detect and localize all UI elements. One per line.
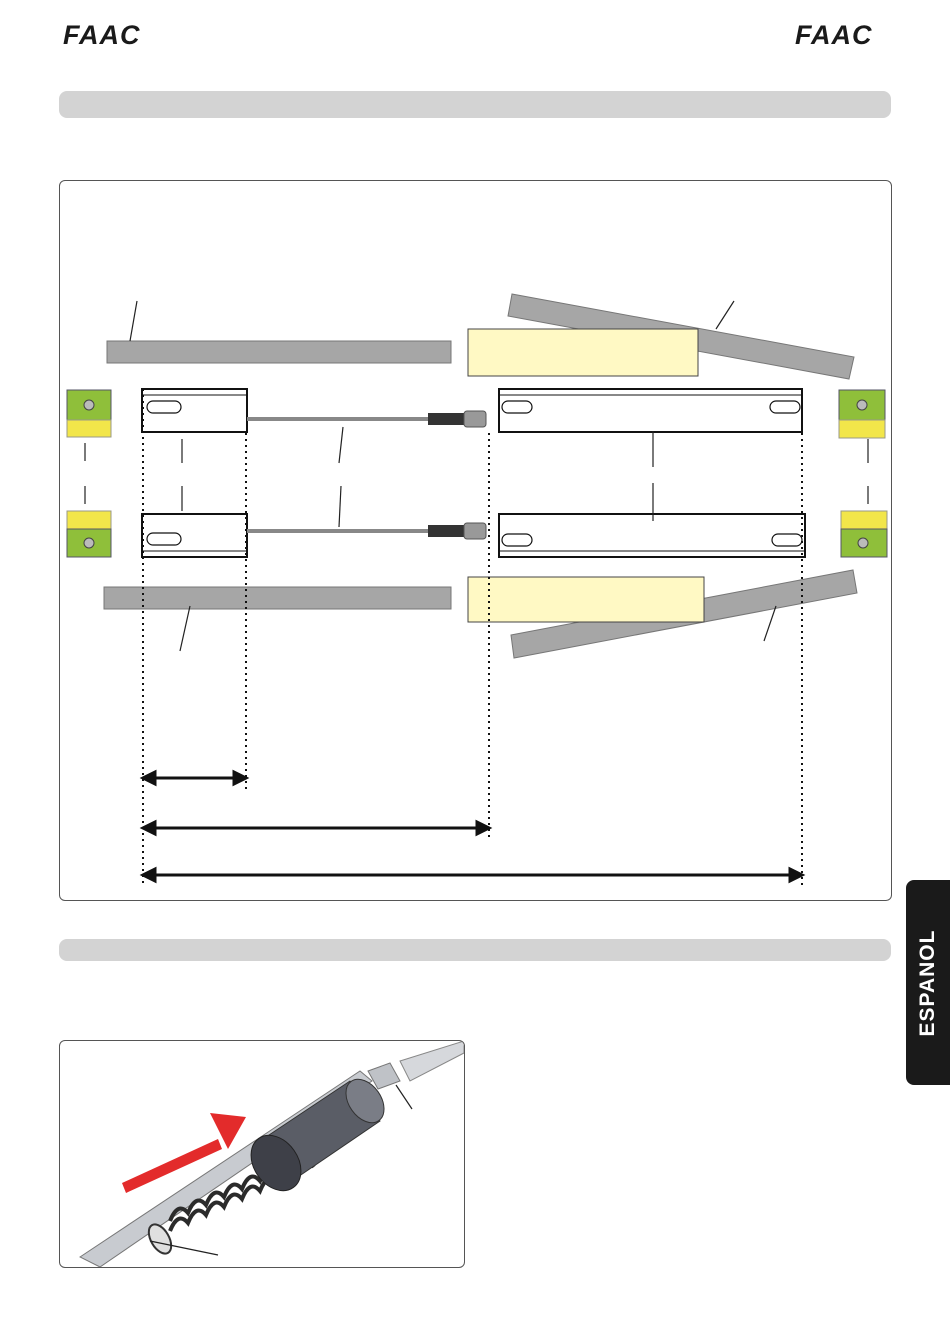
terminal-block-top-right	[839, 390, 885, 438]
dimension-arrows	[143, 772, 802, 881]
profile-bottom-left	[104, 587, 451, 609]
section-heading-bar-1	[59, 91, 891, 118]
section-heading-bar-2	[59, 939, 891, 961]
cylinder-housing	[241, 1072, 392, 1200]
bracket-long-bottom	[499, 514, 805, 557]
assembly-diagram	[60, 181, 891, 900]
bracket-small-top	[142, 389, 247, 432]
language-tab-label: ESPANOL	[916, 929, 939, 1036]
language-tab	[906, 880, 950, 1085]
faac-logo-left: FAAC	[63, 20, 141, 50]
dotted-reference-lines	[143, 389, 802, 886]
bracket-small-bottom	[142, 514, 247, 557]
faac-logo-right: FAAC	[795, 20, 873, 50]
spring-detail-frame	[59, 1040, 465, 1268]
terminal-block-bottom-left	[67, 511, 111, 557]
red-arrow-icon	[122, 1113, 246, 1193]
assembly-diagram-frame	[59, 180, 892, 901]
terminal-block-bottom-right	[841, 511, 887, 557]
note-box-top	[468, 329, 698, 376]
note-box-bottom	[468, 577, 704, 622]
rod-top	[247, 411, 486, 427]
terminal-block-top-left	[67, 390, 111, 437]
bracket-long-top	[499, 389, 802, 432]
leader-line-rod-end	[396, 1085, 412, 1109]
rod-bottom	[247, 523, 486, 539]
spring-detail-illustration	[60, 1041, 464, 1267]
rod-end	[400, 1041, 464, 1081]
profile-top-left	[107, 341, 451, 363]
